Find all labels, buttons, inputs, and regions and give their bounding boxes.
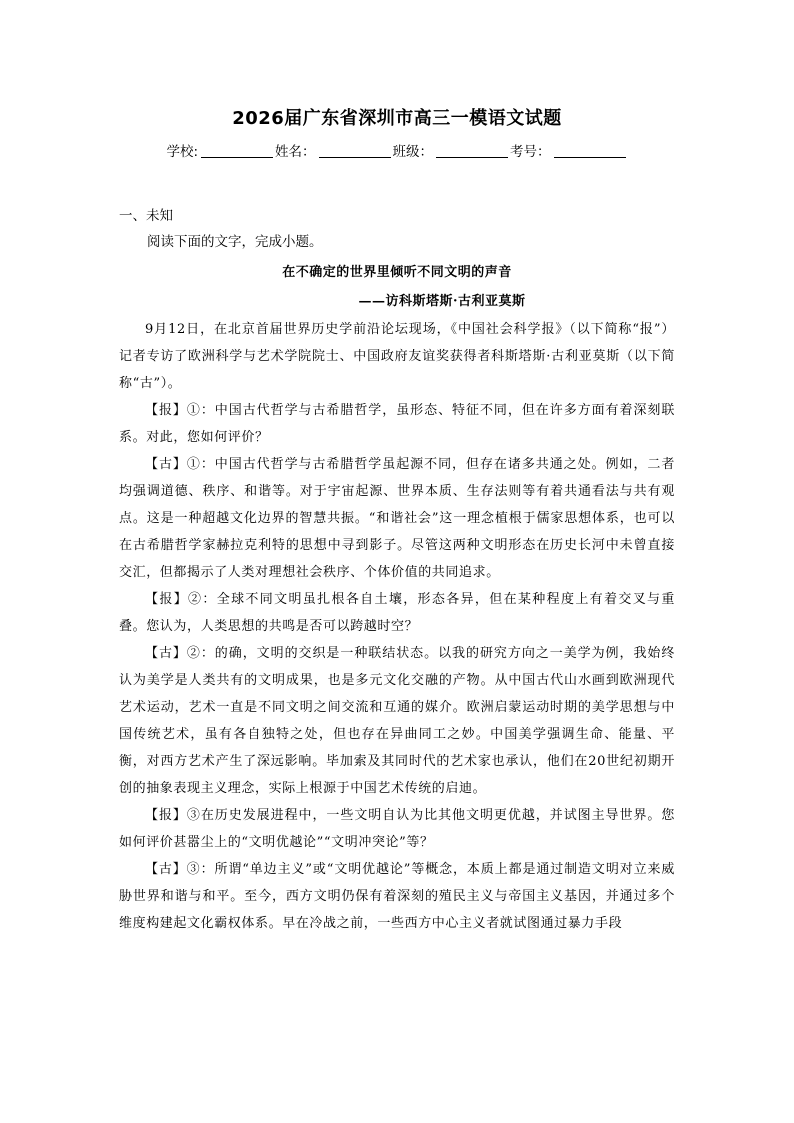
school-label: 学校: (166, 144, 199, 160)
article-paragraph-a1: 【古】①：中国古代哲学与古希腊哲学虽起源不同，但存在诸多共通之处。例如，二者均强调道德、秩序、和谐等。对于宇宙起源、世界本质、生存法则等有着共通看法与共有观点。这是一种超越文化边界的智慧共振。“和谐社会”这一理念植根于儒家思想体系，也可以在古希腊哲学家赫拉克利特的思想中寻到影子。尽管这两种文明形态在历史长河中未曾直接交汇，但都揭示了人类对理想社会秩序、个体价值的共同追求。 (119, 457, 675, 580)
article-paragraph-q3: 【报】③在历史发展进程中，一些文明自认为比其他文明更优越，并试图主导世界。您如何评价甚嚣尘上的“文明优越论”“文明冲突论”等？ (119, 808, 675, 850)
exam-number-blank[interactable] (554, 143, 626, 158)
article-paragraph-a2: 【古】②：的确，文明的交织是一种联结状态。以我的研究方向之一美学为例，我始终认为美学是人类共有的文明成果，也是多元文化交融的产物。从中国古代山水画到欧洲现代艺术运动，艺术一直是不同文明之间交流和互通的媒介。欧洲启蒙运动时期的美学思想与中国传统艺术，虽有各自独特之处，但也存在异曲同工之妙。中国美学强调生命、能量、平衡，对西方艺术产生了深远影响。毕加索及其同时代的艺术家也承认，他们在20世纪初期开创的抽象表现主义理念，实际上根源于中国艺术传统的启迪。 (119, 646, 675, 796)
name-blank[interactable] (319, 143, 391, 158)
class-label: 班级： (392, 144, 434, 160)
article-paragraph-intro: 9月12日，在北京首届世界历史学前沿论坛现场，《中国社会科学报》（以下简称“报”）记者专访了欧洲科学与艺术学院院士、中国政府友谊奖获得者科斯塔斯·古利亚莫斯（以下简称“古”）。 (119, 322, 675, 391)
exam-number-label: 考号： (510, 144, 551, 160)
section-heading: 一、未知 (119, 208, 173, 224)
name-label: 姓名： (275, 144, 316, 160)
article-paragraph-q2: 【报】②：全球不同文明虽扎根各自土壤，形态各异，但在某种程度上有着交叉与重叠。您认为，人类思想的共鸣是否可以跨越时空？ (119, 592, 675, 634)
school-blank[interactable] (201, 143, 273, 158)
student-info-row (0, 140, 794, 160)
class-blank[interactable] (436, 143, 508, 158)
article-paragraph-q1: 【报】①：中国古代哲学与古希腊哲学，虽形态、特征不同，但在许多方面有着深刻联系。对此，您如何评价？ (119, 403, 675, 445)
article-body (119, 316, 675, 937)
article-subtitle: ——访科斯塔斯·古利亚莫斯 (358, 294, 526, 309)
exam-title: 2026届广东省深圳市高三一模语文试题 (232, 108, 562, 129)
article-paragraph-a3: 【古】③：所谓“单边主义”或“文明优越论”等概念，本质上都是通过制造文明对立来威胁世界和谐与和平。至今，西方文明仍保有着深刻的殖民主义与帝国主义基因，并通过多个维度构建起文化霸权体系。早在冷战之前，一些西方中心主义者就试图通过暴力手段 (119, 862, 675, 931)
article-title: 在不确定的世界里倾听不同文明的声音 (282, 265, 512, 280)
reading-instruction: 阅读下面的文字，完成小题。 (147, 234, 323, 250)
